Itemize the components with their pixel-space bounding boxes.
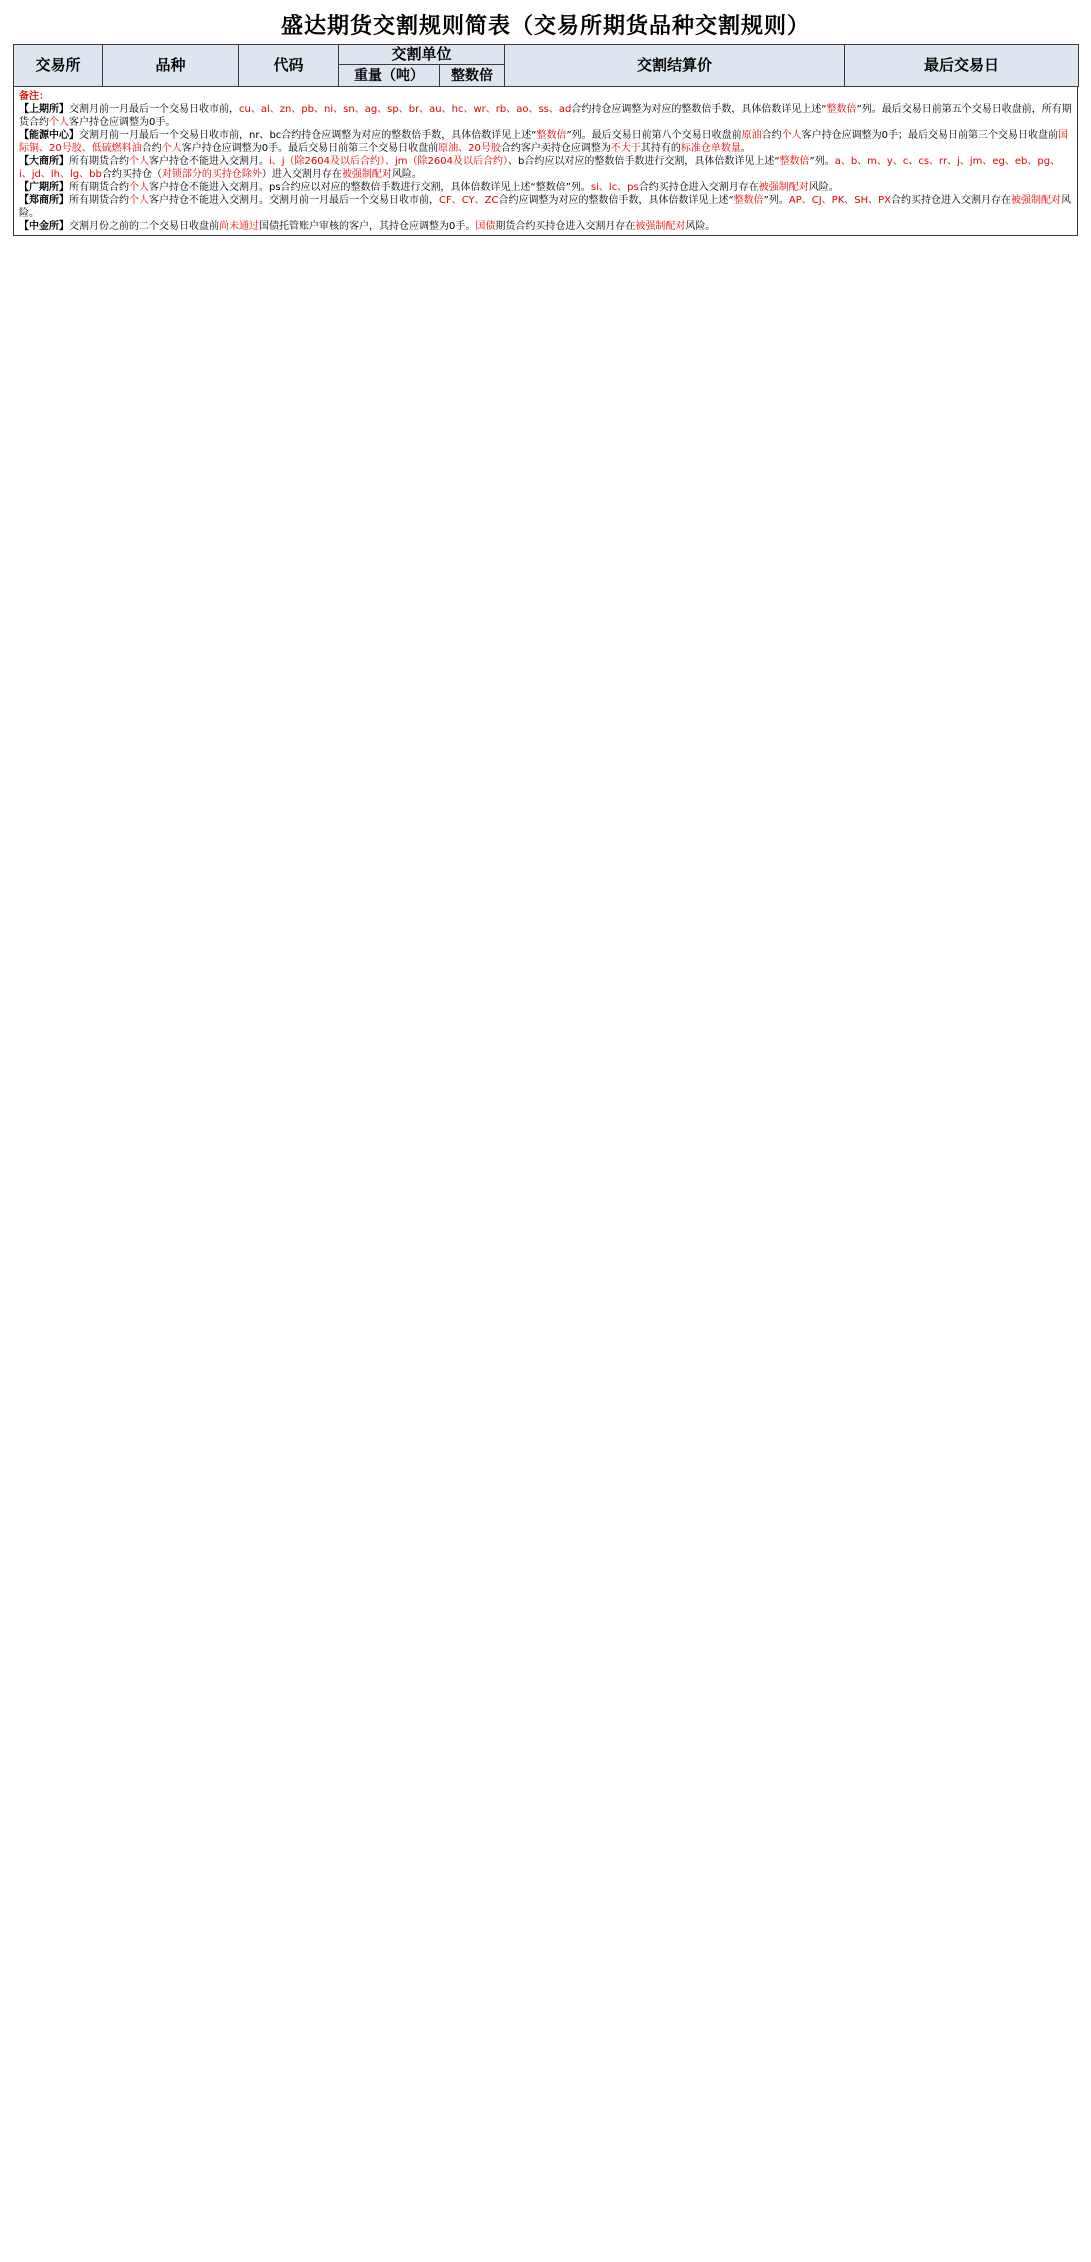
note-gfex: 【广期所】所有期货合约个人客户持仓不能进入交割月。ps合约应以对应的整数倍手数进行交割，具体倍数详见上述“整数倍”列。si、lc、ps合约买持仓进入交割月存在被强制配对风险。 [19, 182, 839, 193]
header-multiple: 整数倍 [440, 65, 505, 87]
note-shfe: 【上期所】交割月前一月最后一个交易日收市前，cu、al、zn、pb、ni、sn、ag、sp、br、au、hc、wr、rb、ao、ss、ad合约持仓应调整为对应的整数倍手数，具体倍数详见上述“整数倍”列。最后交易日前第五个交易日收盘前，所有期货合约个人客户持仓应调整为0手。 [19, 104, 1072, 128]
header-settle: 交割结算价 [505, 45, 845, 87]
header-weight: 重量（吨） [339, 65, 440, 87]
note-cffex: 【中金所】交割月份之前的二个交易日收盘前尚未通过国债托管账户审核的客户，其持仓应调整为0手。国债期货合约买持仓进入交割月存在被强制配对风险。 [19, 221, 716, 232]
header-variety: 品种 [103, 45, 239, 87]
header-unit: 交割单位 [339, 45, 505, 65]
rules-table [13, 44, 1079, 87]
note-dce: 【大商所】所有期货合约个人客户持仓不能进入交割月。i、j（除2604及以后合约）、jm（除2604及以后合约）、b合约应以对应的整数倍手数进行交割，具体倍数详见上述“整数倍”列。a、b、m、y、c、cs、rr、j、jm、eg、eb、pg、i、jd、lh、lg、bb合约买持仓（对锁部分的买持仓除外）进入交割月存在被强制配对风险。 [19, 156, 1061, 180]
rules-table-body [14, 45, 1079, 87]
notes-section [13, 87, 1078, 236]
page-title: 盛达期货交割规则简表（交易所期货品种交割规则） [280, 13, 810, 39]
note-ine: 【能源中心】交割月前一月最后一个交易日收市前，nr、bc合约持仓应调整为对应的整数倍手数，具体倍数详见上述“整数倍”列。最后交易日前第八个交易日收盘前原油合约个人客户持仓应调整为0手；最后交易日前第三个交易日收盘前国际铜、20号胶、低硫燃料油合约个人客户持仓应调整为0手。最后交易日前第三个交易日收盘前原油、20号胶合约客户卖持仓应调整为不大于其持有的标准仓单数量。 [19, 130, 1069, 154]
header-last-day: 最后交易日 [845, 45, 1079, 87]
header-exchange: 交易所 [14, 45, 103, 87]
rules-sheet [13, 0, 1078, 236]
header-code: 代码 [239, 45, 339, 87]
notes-title: 备注： [19, 91, 49, 102]
note-czce: 【郑商所】所有期货合约个人客户持仓不能进入交割月。交割月前一月最后一个交易日收市前，CF、CY、ZC合约应调整为对应的整数倍手数，具体倍数详见上述“整数倍”列。AP、CJ、PK、SH、PX合约买持仓进入交割月存在被强制配对风险。 [19, 195, 1071, 219]
